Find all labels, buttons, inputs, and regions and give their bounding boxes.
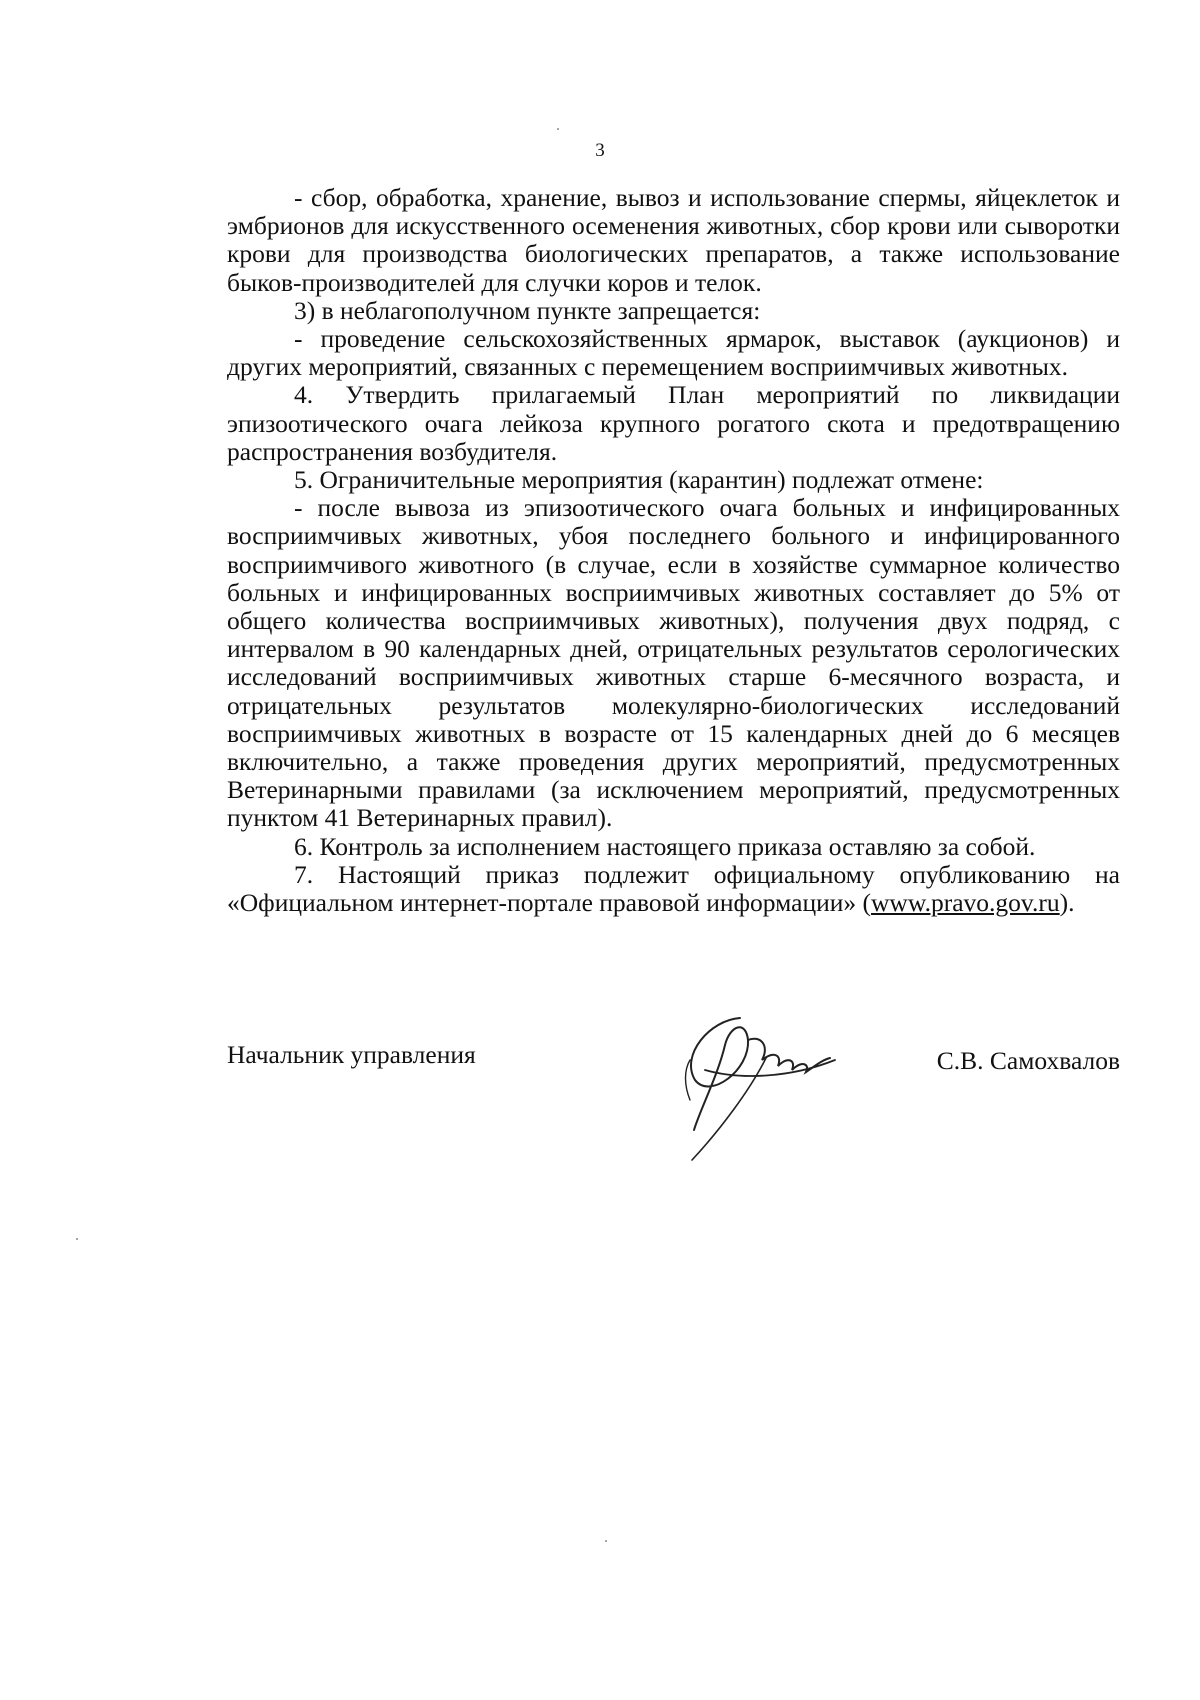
page-number: 3 [595,140,605,161]
paragraph-fairs-ban: - проведение сельскохозяйственных ярмарок, выставок (аукционов) и других мероприятий, связанных с перемещением восприимчивых животных. [227,324,1120,382]
scan-speck [76,1238,78,1240]
paragraph-control: 6. Контроль за исполнением настоящего приказа оставляю за собой. [294,831,1036,861]
paragraph-prohibited-heading: 3) в неблагополучном пункте запрещается: [294,295,761,325]
signature-block [227,1020,1120,1180]
paragraph-quarantine-cancel: 5. Ограничительные мероприятия (карантин) подлежат отмене: [294,465,984,495]
scan-speck [605,1540,607,1542]
signer-position: Начальник управления [227,1040,476,1069]
scan-speck [557,128,559,130]
handwritten-signature [670,1000,850,1170]
document-body [227,184,1120,917]
paragraph-approve-plan: 4. Утвердить прилагаемый План мероприятий по ликвидации эпизоотического очага лейкоза крупного рогатого скота и предотвращению распространения возбудителя. [227,380,1120,466]
paragraph-collection-sperm: - сбор, обработка, хранение, вывоз и использование спермы, яйцеклеток и эмбрионов для искусственного осеменения животных, сбор крови или сыворотки крови для производства биологических препаратов, а также использование быков-производителей для случки коров и телок. [227,183,1120,297]
publication-text: 7. Настоящий приказ подлежит официальному опубликованию на «Официальном интернет-портале правовой информации» ( [227,859,1120,918]
publication-text-end: ). [1059,888,1075,918]
publication-link[interactable]: www.pravo.gov.ru [871,888,1060,918]
paragraph-publication [227,861,1120,917]
paragraph-cancel-conditions: - после вывоза из эпизоотического очага больных и инфицированных восприимчивых животных, убоя последнего больного и инфицированного восприимчивого животного (в случае, если в хозяйстве суммарное количество больных и инфицированных восприимчивых животных составляет до 5% от общего количества восприимчивых животных), получения двух подряд, с интервалом в 90 календарных дней, отрицательных результатов серологических исследований восприимчивых животных старше 6-месячного возраста, и отрицательных результатов молекулярно-биологических исследований восприимчивых животных в возрасте от 15 календарных дней до 6 месяцев включительно, а также проведения других мероприятий, предусмотренных Ветеринарными правилами (за исключением мероприятий, предусмотренных пунктом 41 Ветеринарных правил). [227,493,1120,833]
signer-name: С.В. Самохвалов [936,1046,1120,1075]
